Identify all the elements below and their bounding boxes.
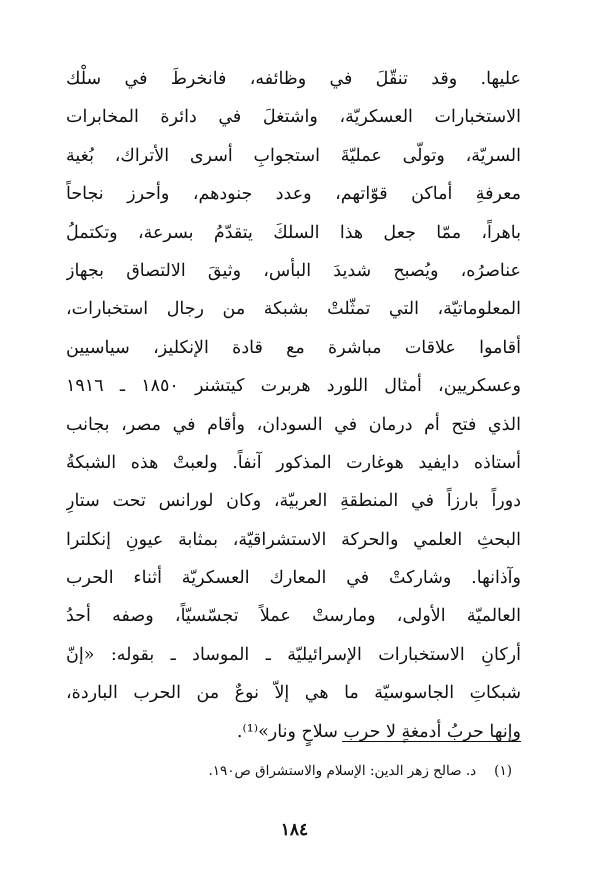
- text-line: الاستخبارات العسكريّة، واشتغلَ في دائرة المخابرات: [66, 107, 521, 128]
- text-line: باهراً، ممّا جعل هذا السلكَ يتقدّمُ بسرعة، وتكتملُ: [66, 222, 521, 243]
- text-line: السريّة، وتولّى عمليّةَ استجوابِ أسرى الأتراك، بُغية: [66, 145, 521, 166]
- text-line: أركانِ الاستخبارات الإسرائيليّة ـ الموساد ـ بقوله: «إنّ: [66, 644, 521, 665]
- main-text-block: [66, 60, 521, 751]
- text-line: دوراً بارزاً في المنطقةِ العربيّة، وكان لورانس تحت ستارِ: [66, 491, 521, 512]
- text-line: وآذانها. وشاركتْ في المعارك العسكريّة أثناء الحرب: [66, 568, 521, 589]
- text-line: وعسكريين، أمثال اللورد هربرت كيتشنر ١٨٥٠ ـ ١٩١٦: [66, 376, 521, 397]
- footnote-text: د. صالح زهر الدين: الإسلام والاستشراق ص١٩٠.: [208, 763, 477, 779]
- text-line: عناصرُه، ويُصبح شديدَ البأس، وثيقَ الالتصاق بجهاز: [66, 260, 521, 281]
- text-line: معرفةِ أماكن قوّاتهم، وعدد جنودهم، وأحرز نجاحاً: [66, 184, 521, 205]
- text-line: الذي فتح أم درمان في السودان، وأقام في مصر، بجانب: [66, 414, 521, 435]
- text-line: البحثِ العلمي والحركة الاستشراقيّة، بمثابة عيونِ إنكلترا: [66, 529, 521, 550]
- text-line: عليها. وقد تنقّلَ في وظائفه، فانخرطَ في سلْك: [66, 69, 521, 89]
- footnote: [66, 757, 512, 785]
- text-line: العالميّة الأولى، ومارستْ عملاً تجسّسيّاً، وصفه أحدُ: [66, 606, 521, 627]
- text-line: أقاموا علاقات مباشرة مع قادة الإنكليز، سياسيين: [66, 337, 521, 358]
- footnote-separator: [342, 741, 521, 742]
- footnote-number: (١): [494, 763, 512, 779]
- text-line: المعلوماتيّة، التي تمثّلتْ بشبكة من رجال استخبارات،: [66, 299, 521, 320]
- text-line: أستاذه دايفيد هوغارت المذكور آنفاً. ولعبتْ هذه الشبكةُ: [66, 452, 521, 473]
- page-number: ١٨٤: [280, 820, 309, 840]
- text-line-last: وإنها حربُ أدمغةٍ لا حرب سلاحٍ ونار»⁽¹⁾.: [236, 721, 521, 742]
- text-line: شبكاتِ الجاسوسيّة ما هي إلاّ نوعٌ من الحرب الباردة،: [66, 683, 521, 704]
